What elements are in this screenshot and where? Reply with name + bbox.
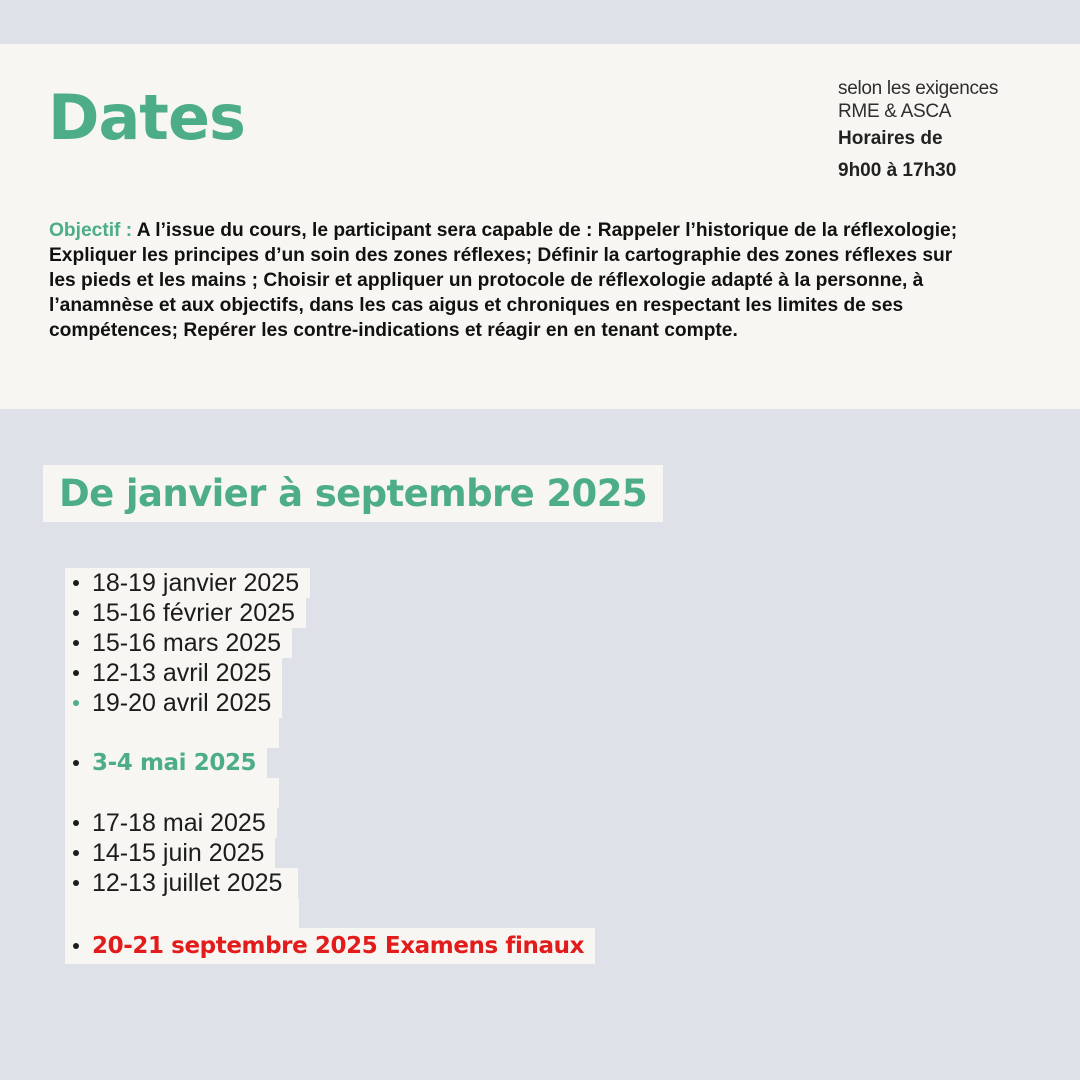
date-text: 14-15 juin 2025: [92, 838, 265, 867]
list-spacer: [65, 718, 279, 748]
bullet-icon: [73, 760, 79, 766]
list-spacer: [65, 898, 299, 928]
bullet-icon: [73, 850, 79, 856]
list-item-highlight: [65, 748, 267, 778]
date-text: 20-21 septembre 2025 Examens finaux: [92, 933, 585, 959]
requirements-line-1: selon les exigences: [838, 78, 999, 99]
dates-list: [65, 568, 595, 964]
schedule-line-1: Horaires de: [838, 128, 943, 149]
date-text: 12-13 juillet 2025: [92, 868, 283, 897]
bullet-icon: [73, 580, 79, 586]
date-text: 3-4 mai 2025: [92, 750, 257, 776]
list-item: [65, 628, 292, 658]
date-text: 17-18 mai 2025: [92, 808, 266, 837]
section-title: De janvier à septembre 2025: [59, 472, 647, 515]
list-item: [65, 658, 282, 688]
date-text: 12-13 avril 2025: [92, 658, 272, 687]
objective-label: Objectif :: [49, 220, 133, 241]
bullet-icon: [73, 670, 79, 676]
list-spacer: [65, 778, 279, 808]
list-item-exam: [65, 928, 595, 964]
bullet-icon: [73, 610, 79, 616]
list-item: [65, 598, 306, 628]
schedule-line-2: 9h00 à 17h30: [838, 160, 957, 181]
list-item: [65, 568, 310, 598]
date-text: 19-20 avril 2025: [92, 688, 272, 717]
date-text: 18-19 janvier 2025: [92, 568, 300, 597]
date-text: 15-16 février 2025: [92, 598, 295, 627]
bullet-icon: [73, 700, 79, 706]
requirements-line-2: RME & ASCA: [838, 101, 952, 122]
list-item: [65, 688, 282, 718]
bullet-icon: [73, 880, 79, 886]
bullet-icon: [73, 820, 79, 826]
list-item: [65, 808, 277, 838]
section-title-box: [43, 465, 663, 522]
date-text: 15-16 mars 2025: [92, 628, 282, 657]
page-title: Dates: [48, 81, 245, 154]
bullet-icon: [73, 943, 79, 949]
objective-text: A l’issue du cours, le participant sera capable de : Rappeler l’historique de la réflexologie; Expliquer les principes d’un soin des zones réflexes; Définir la cartographie des zones réflexes sur les pieds et les mains ; Choisir et appliquer un protocole de réflexologie adapté à la personne, à l’anamnèse et aux objectifs, dans les cas aigus et chroniques en respectant les limites de ses compétences; Repérer les contre-indications et réagir en en tenant compte.: [49, 220, 958, 341]
list-item: [65, 838, 275, 868]
course-info: [838, 77, 1058, 187]
bullet-icon: [73, 640, 79, 646]
list-item: [65, 868, 298, 898]
objective-paragraph: [49, 218, 979, 343]
